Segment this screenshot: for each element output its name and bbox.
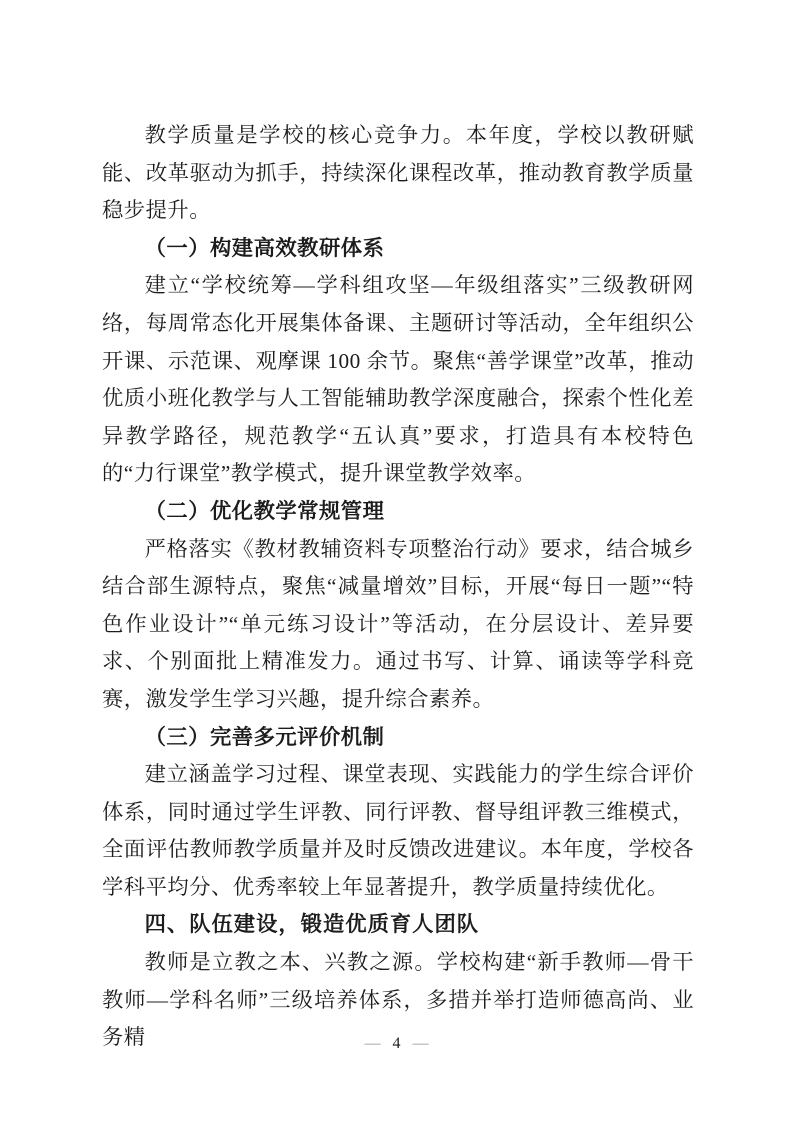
document-body xyxy=(102,117,694,1057)
paragraph-routine-management: 严格落实《教材教辅资料专项整治行动》要求，结合城乡结合部生源特点，聚焦“减量增效”目标，开展“每日一题”“特色作业设计”“单元练习设计”等活动，在分层设计、差异要求、个别面批上精准发力。通过书写、计算、诵读等学科竞赛，激发学生学习兴趣，提升综合素养。 xyxy=(102,536,694,711)
paragraph-research-network: 建立“学校统筹—学科组攻坚—年级组落实”三级教研网络，每周常态化开展集体备课、主题研讨等活动，全年组织公开课、示范课、观摩课 100 余节。聚焦“善学课堂”改革，推动优质小班化教学与人工智能辅助教学深度融合，探索个性化差异教学路径，规范教学“五认真”要求，打造具有本校特色的“力行课堂”教学模式，提升课堂教学效率。 xyxy=(102,273,694,486)
paragraph-evaluation-system: 建立涵盖学习过程、课堂表现、实践能力的学生综合评价体系，同时通过学生评教、同行评教、督导组评教三维模式，全面评估教师教学质量并及时反馈改进建议。本年度，学校各学科平均分、优秀率较上年显著提升，教学质量持续优化。 xyxy=(102,762,694,899)
heading-subsection-1-research-system: （一）构建高效教研体系 xyxy=(144,235,385,260)
page-footer xyxy=(0,1033,793,1055)
heading-section-4-team-building: 四、队伍建设，锻造优质育人团队 xyxy=(144,912,480,937)
paragraph-teaching-quality-intro: 教学质量是学校的核心竞争力。本年度，学校以教研赋能、改革驱动为抓手，持续深化课程改革，推动教育教学质量稳步提升。 xyxy=(102,123,694,223)
footer-dash-left: — xyxy=(364,1035,381,1052)
page-number: 4 xyxy=(392,1035,401,1052)
paragraph-teacher-cultivation: 教师是立教之本、兴教之源。学校构建“新手教师—骨干教师—学科名师”三级培养体系，多措并举打造师德高尚、业务精 xyxy=(102,950,694,1050)
footer-dash-right: — xyxy=(412,1035,429,1052)
heading-subsection-3-evaluation-mechanism: （三）完善多元评价机制 xyxy=(144,724,385,749)
heading-subsection-2-routine-management: （二）优化教学常规管理 xyxy=(144,498,385,523)
